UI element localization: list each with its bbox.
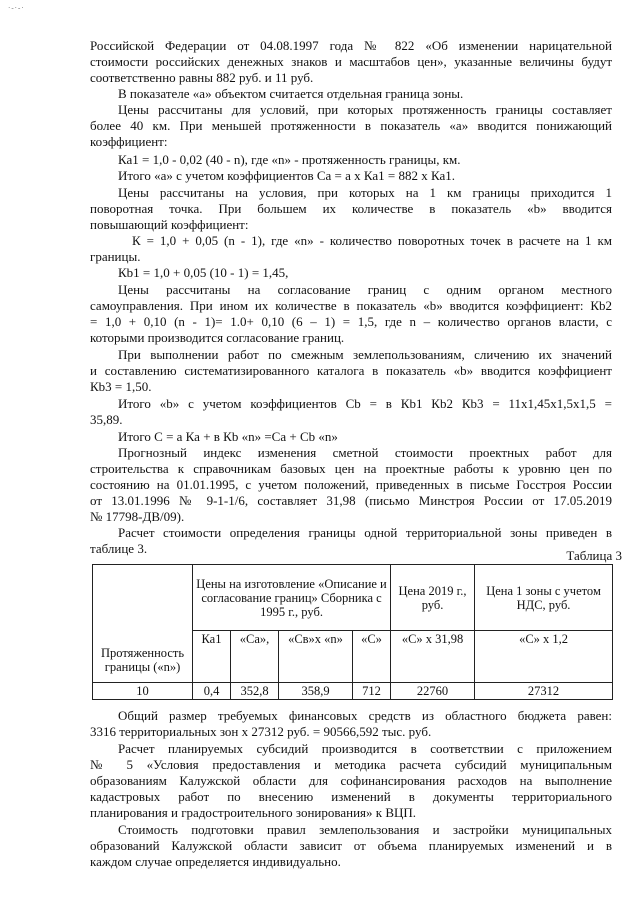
- text-line: Кb3 = 1,50.: [90, 379, 152, 394]
- cell-n: 10: [93, 683, 193, 700]
- text-line: планирования и градостроительного зонирования» к ВЦП.: [90, 805, 417, 820]
- scan-artifact: ·-·-·: [8, 4, 25, 12]
- text-line: повышающий коэффициент:: [90, 217, 249, 232]
- subheader-ca: «Са»,: [231, 631, 279, 683]
- cell-c: 712: [353, 683, 391, 700]
- text-line: При выполнении работ по смежным землепользованиям, сличению их значений: [118, 347, 612, 362]
- text-line: коэффициент:: [90, 134, 168, 149]
- text-line: Цены рассчитаны для условий, при которых протяженность границы составляет: [118, 102, 612, 117]
- text-line: Российской Федерации от 04.08.1997 года № 822 «Об изменении нарицательной: [90, 38, 612, 53]
- text-line: Цены рассчитаны на согласование границ с одним органом местного: [118, 282, 612, 297]
- text-line: стоимости российских денежных знаков и масштабов цен», указанные величины будут: [90, 54, 612, 69]
- text-line: Общий размер требуемых финансовых средств из областного бюджета равен:: [118, 708, 612, 723]
- header-prices: Цены на изготовление «Описание и согласование границ» Сборника с 1995 г., руб.: [193, 565, 391, 631]
- text-line: Итого С = а Ка + в Кb «n» =Са + Сb «n»: [118, 429, 338, 444]
- cell-cbn: 358,9: [279, 683, 353, 700]
- text-line: Расчет стоимости определения границы одной территориальной зоны приведен в: [118, 525, 612, 540]
- text-line: от 13.01.1996 № 9-1-1/6, составляет 31,98 (письмо Минстроя России от 17.05.2019: [90, 493, 612, 508]
- text-line: № 5 «Условия предоставления и методика расчета субсидий муниципальным: [90, 757, 612, 772]
- table-caption: Таблица 3: [566, 548, 622, 563]
- text-line: Кb1 = 1,0 + 0,05 (10 - 1) = 1,45,: [118, 265, 289, 280]
- subheader-c: «С»: [353, 631, 391, 683]
- cell-zone: 27312: [475, 683, 613, 700]
- text-line: границы.: [90, 249, 141, 264]
- text-line: Цены рассчитаны на условия, при которых на 1 км границы приходится 1: [118, 185, 612, 200]
- text-line: самоуправления. При ином их количестве в показатель «b» вводится коэффициент: Кb2: [90, 298, 612, 313]
- cell-p2019: 22760: [391, 683, 475, 700]
- text-line: строительства к справочникам базовых цен на проектные работы к уровню цен по: [90, 461, 612, 476]
- text-line: состоянию на 01.01.1995, с учетом положений, приведенных в письме Госстроя России: [90, 477, 612, 492]
- text-line: Ка1 = 1,0 - 0,02 (40 - n), где «n» - протяженность границы, км.: [118, 152, 461, 167]
- header-price-2019: Цена 2019 г., руб.: [391, 565, 475, 631]
- header-zone-vat: Цена 1 зоны с учетом НДС, руб.: [475, 565, 613, 631]
- text-line: соответственно равны 882 руб. и 11 руб.: [90, 70, 314, 85]
- table-row: [93, 683, 613, 700]
- text-line: образованиям Калужской области для софинансирования расходов на выполнение: [90, 773, 612, 788]
- text-line: поворотная точка. При большем их количестве в показатель «b» вводится: [90, 201, 612, 216]
- text-line: более 40 км. При меньшей протяженности в показатель «а» вводится понижающий: [90, 118, 612, 133]
- cell-ca: 352,8: [231, 683, 279, 700]
- subheader-c-3198: «С» х 31,98: [391, 631, 475, 683]
- text-line: = 1,0 + 0,10 (n - 1)= 1.0+ 0,10 (6 – 1) = 1,5, где n – количество органов власти, с: [90, 314, 612, 329]
- text-line: Стоимость подготовки правил землепользования и застройки муниципальных: [118, 822, 612, 837]
- text-line: № 17798-ДВ/09).: [90, 509, 185, 524]
- subheader-ka1: Ка1: [193, 631, 231, 683]
- text-line: каждом случае определяется индивидуально.: [90, 854, 341, 869]
- cell-ka1: 0,4: [193, 683, 231, 700]
- text-line: К = 1,0 + 0,05 (n - 1), где «n» - количество поворотных точек в расчете на 1 км: [132, 233, 612, 248]
- text-line: таблице 3.: [90, 541, 148, 556]
- table-3: [92, 564, 613, 700]
- text-line: В показателе «а» объектом считается отдельная граница зоны.: [118, 86, 464, 101]
- text-line: 35,89.: [90, 412, 123, 427]
- text-line: образований Калужской области зависит от объема планируемых изменений и в: [90, 838, 612, 853]
- text-line: Прогнозный индекс изменения сметной стоимости проектных работ для: [118, 445, 612, 460]
- subheader-c-12: «С» х 1,2: [475, 631, 613, 683]
- header-length: Протяженность границы («n»): [93, 565, 193, 683]
- subheader-cb: «Св»х «n»: [279, 631, 353, 683]
- text-line: кадастровых работ по внесению изменений в документы территориального: [90, 789, 612, 804]
- text-line: 3316 территориальных зон х 27312 руб. = 90566,592 тыс. руб.: [90, 724, 432, 739]
- text-line: и составлению систематизированного каталога в показатель «b» вводится коэффициент: [90, 363, 612, 378]
- text-line: которыми производится согласование границ.: [90, 330, 345, 345]
- text-line: Итого «b» с учетом коэффициентов Сb = в Кb1 Кb2 Кb3 = 11х1,45х1,5х1,5 =: [118, 396, 612, 411]
- text-line: Итого «а» с учетом коэффициентов Са = а х Ка1 = 882 х Ка1.: [118, 168, 455, 183]
- text-line: Расчет планируемых субсидий производится в соответствии с приложением: [118, 741, 612, 756]
